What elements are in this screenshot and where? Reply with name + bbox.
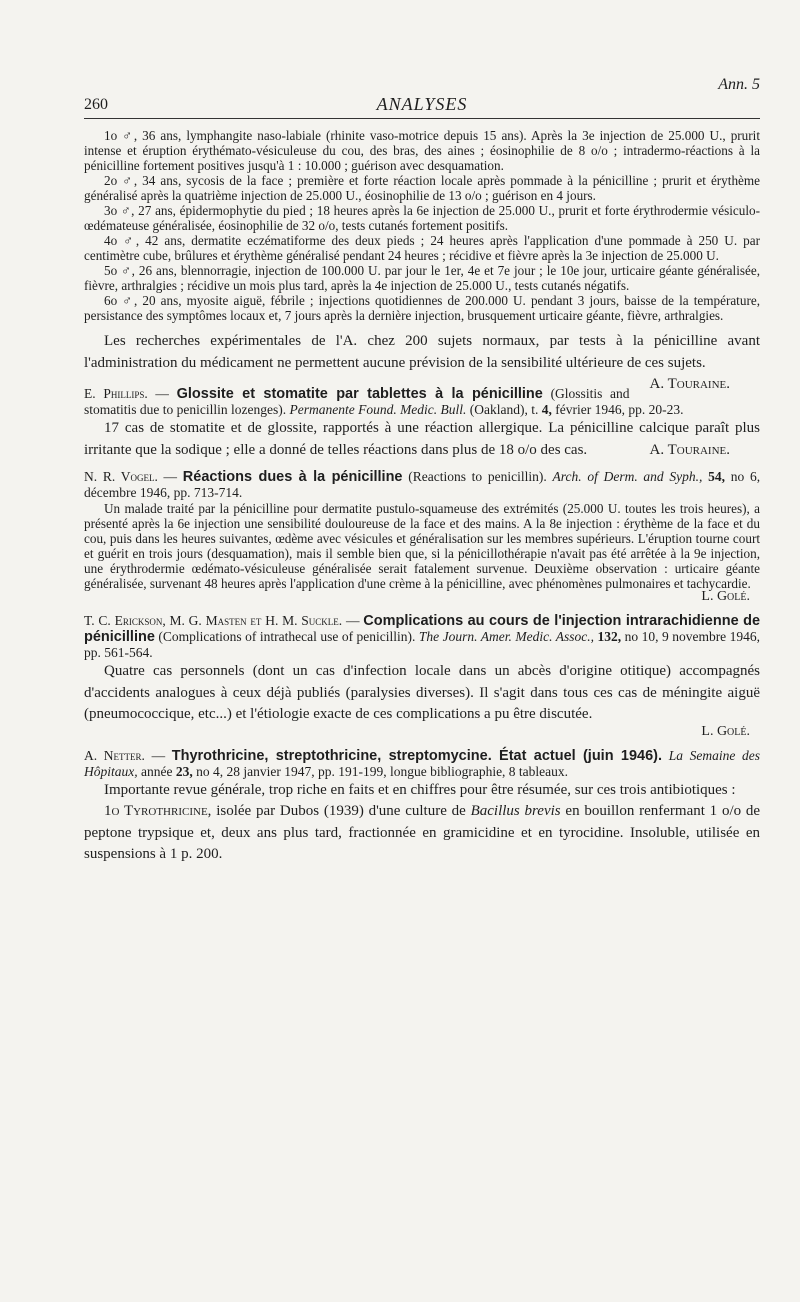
reference-entry: A. Netter. — Thyrothricine, streptothricine, streptomycine. État actuel (juin 1946). La Semaine des Hôpitaux, année 23, no 4, 28 janvier 1947, pp. 191-199, longue bibliographie, 8 tableaux. xyxy=(84,747,760,779)
entry-text: Importante revue générale, trop riche en faits et en chiffres pour être résumée, sur ces trois antibiotiques : xyxy=(104,781,736,798)
page-number: 260 xyxy=(84,96,108,113)
final-lead: 1o Tyrothricine, xyxy=(104,803,212,819)
journal: The Journ. Amer. Medic. Assoc., xyxy=(418,629,594,644)
authors: E. Phillips. xyxy=(84,386,148,401)
entry-text xyxy=(84,418,760,461)
page xyxy=(84,76,761,862)
date-pages: no 10, 9 novembre 1946, pp. 561-564. xyxy=(84,629,761,660)
conclusion-text: Les recherches expérimentales de l'A. chez 200 sujets normaux, par tests à la pénicilline avant l'administration du médicament ne permettent aucune prévision de la sensibilité ultérieure de ces sujets. xyxy=(84,333,760,371)
date-pages: février 1946, pp. 20-23. xyxy=(555,402,684,417)
signature: L. Golé. xyxy=(701,723,750,739)
original-title: (Glossitis and stomatitis due to penicillin lozenges). xyxy=(84,386,630,417)
signature: A. Touraine. xyxy=(649,376,730,392)
place: (Oakland), t. xyxy=(469,402,539,417)
volume: 132, xyxy=(597,629,622,644)
final-species: Bacillus brevis xyxy=(470,803,561,819)
case-paragraph: 2o ♂, 34 ans, sycosis de la face ; première et forte réaction locale après pommade à la pénicilline ; prurit et érythème généralisé après la quatrième injection de 25.000 U., éosinophilie de 13 o/o ; guérison en 4 jours. xyxy=(84,173,760,203)
original-title: (Reactions to penicillin). xyxy=(408,469,547,484)
annotation: Ann. 5 xyxy=(718,76,760,93)
case-paragraph: 6o ♂, 20 ans, myosite aiguë, fébrile ; injections quotidiennes de 200.000 U. pendant 3 jours, baisse de la température, persistance des symptômes locaux et, 7 jours après la dernière injection, brusquement urticaire géante, fièvre, arthralgies. xyxy=(84,293,760,323)
entry-text: Quatre cas personnels (dont un cas d'infection locale dans un abcès d'origine otitique) accompagnés d'accidents analogues à ceux déjà publiés (paralysies diverses). Il s'agit dans tous ces cas de méningite aiguë (pneumococcique, etc...) et l'étiologie exacte de ces complications a pu être discutée. xyxy=(84,663,760,722)
date-pages: no 6, décembre 1946, pp. 713-714. xyxy=(84,469,761,500)
running-header xyxy=(84,76,760,116)
page-body xyxy=(84,128,760,866)
case-paragraph: 5o ♂, 26 ans, blennorragie, injection de 100.000 U. par jour le 1er, 4e et 7e jour ; le 10e jour, urticaire géante généralisée, fièvre, arthralgies ; récidive un mois plus tard, après la 4e injection de 25.000 U., tests cutanés négatifs. xyxy=(84,263,760,293)
journal: Arch. of Derm. and Syph., xyxy=(552,469,703,484)
reference-entry: N. R. Vogel. — Réactions dues à la pénicilline (Reactions to penicillin). Arch. of Derm. and Syph., 54, no 6, décembre 1946, pp. 713-714. xyxy=(84,469,761,500)
running-title: ANALYSES xyxy=(376,94,468,114)
header-rule xyxy=(84,118,760,119)
signature: L. Golé. xyxy=(701,589,750,604)
volume: 23, xyxy=(175,763,193,779)
journal: La Semaine des Hôpitaux, xyxy=(84,747,760,779)
reference-entry: T. C. Erickson, M. G. Masten et H. M. Suckle. — Complications au cours de l'injection intrarachidienne de pénicilline (Complications of intrathecal use of penicillin). The Journ. Amer. Medic. Assoc., 132, no 10, 9 novembre 1946, pp. 561-564. xyxy=(84,613,761,660)
entry-text-content: 17 cas de stomatite et de glossite, rapportés à une réaction allergique. La pénicilline calcique paraît plus irritante que la sodique ; elle a donné de telles réactions dans plus de 18 o/o des cas. xyxy=(84,420,760,458)
case-paragraph: 1o ♂, 36 ans, lymphangite naso-labiale (rhinite vaso-motrice depuis 15 ans). Après la 3e injection de 25.000 U., prurit intense et éruption érythémato-vésiculeuse du cou, des bras, des aines ; éosinophilie de 8 o/o ; intradermo-réactions à la pénicilline fortement positives jusqu'à 1 : 10.000 ; guérison avec desquamation. xyxy=(84,128,760,173)
entry-text: Un malade traité par la pénicilline pour dermatite pustulo-squameuse des extrémités (25.000 U. toutes les trois heures), a présenté après la 6e injection une sensibilité douloureuse de la face et des mains. A la 8e injection : érythème de la face et du cou, puis dans les heures suivantes, œdème avec vésicules et généralisation sur les membres supérieurs. L'éruption tourne court et guérit en trois jours (desquamation), mais il semble bien que, si la pénicillothérapie n'avait pas été arrêtée à la 9e injection, une érythrodermie œdémato-vésiculeuse généralisée serait fatalement survenue. Deuxième observation : urticaire géante généralisée, survenant 48 heures après l'application d'une crème à la pénicilline, avec phénomènes pulmonaires et tachycardie. xyxy=(84,501,760,591)
reference-entry: E. Phillips. — Glossite et stomatite par tablettes à la pénicilline (Glossitis and stomatitis due to penicillin lozenges). Permanente Found. Medic. Bull. (Oakland), t. 4, février 1946, pp. 20-23. xyxy=(84,386,684,417)
article-title: Réactions dues à la pénicilline xyxy=(182,469,403,485)
case-paragraph: 3o ♂, 27 ans, épidermophytie du pied ; 18 heures après la 6e injection de 25.000 U., prurit et forte érythrodermie vésiculo-œdémateuse généralisée, éosinophilie de 32 o/o, tests cutanés fortement positifs. xyxy=(84,203,760,233)
final-paragraph xyxy=(84,801,760,866)
volume: 4, xyxy=(541,402,552,417)
article-title: Glossite et stomatite par tablettes à la pénicilline xyxy=(176,386,543,402)
date-pages: no 4, 28 janvier 1947, pp. 191-199, longue bibliographie, 8 tableaux. xyxy=(196,763,569,779)
signature: A. Touraine. xyxy=(649,441,730,458)
journal: Permanente Found. Medic. Bull. xyxy=(289,402,467,417)
authors: N. R. Vogel. xyxy=(84,469,158,484)
final-text: isolée par Dubos (1939) d'une culture de xyxy=(216,803,466,819)
authors: A. Netter. xyxy=(84,747,145,763)
final-rest: en bouillon renfermant 1 o/o de peptone trypsique et, deux ans plus tard, fractionnée en gramicidine et en tyrocidine. Insoluble, utilisée en suspensions à 1 p. 200. xyxy=(84,803,761,862)
place: année xyxy=(141,763,173,779)
volume: 54, xyxy=(708,469,725,484)
authors: T. C. Erickson, M. G. Masten et H. M. Suckle. xyxy=(84,613,343,628)
article-title: Thyrothricine, streptothricine, streptomycine. État actuel (juin 1946). xyxy=(171,747,663,764)
article-title: Complications au cours de l'injection intrarachidienne de pénicilline xyxy=(84,613,761,645)
original-title: (Complications of intrathecal use of penicillin). xyxy=(158,629,416,644)
case-paragraph: 4o ♂, 42 ans, dermatite eczématiforme des deux pieds ; 24 heures après l'application d'une pommade à 250 U. par centimètre cube, brûlures et érythème généralisé pendant 24 heures ; récidive et fièvre après la 3e injection de 25.000 U. xyxy=(84,233,760,263)
conclusion-paragraph xyxy=(84,331,760,392)
